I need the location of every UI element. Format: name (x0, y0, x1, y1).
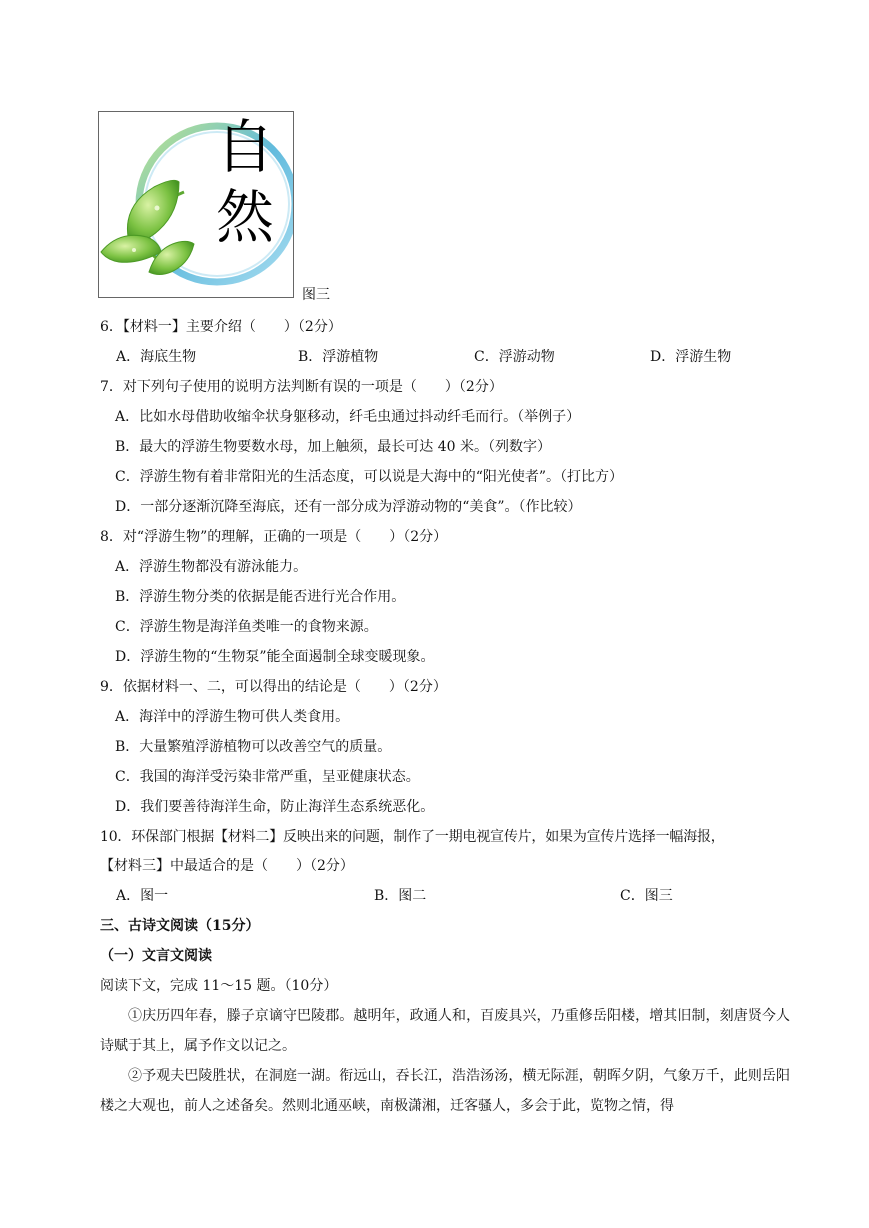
section3-instruction: 阅读下文，完成 11～15 题。（10分） (100, 978, 338, 994)
q8-option-a[interactable]: A．浮游生物都没有游泳能力。 (115, 559, 308, 575)
q8-option-b[interactable]: B．浮游生物分类的依据是能否进行光合作用。 (115, 589, 406, 605)
q6-option-a[interactable]: A．海底生物 (116, 349, 197, 365)
q6-stem: 6．【材料一】主要介绍（ ）（2分） (100, 319, 342, 335)
figure-caption: 图三 (302, 287, 330, 303)
q9-stem: 9．依据材料一、二，可以得出的结论是（ ）（2分） (100, 679, 447, 695)
q10-option-a[interactable]: A．图一 (116, 888, 169, 904)
q7-option-a[interactable]: A．比如水母借助收缩伞状身躯移动，纤毛虫通过抖动纤毛而行。（举例子） (115, 409, 581, 425)
section3-subtitle: （一）文言文阅读 (100, 948, 212, 964)
q8-option-d[interactable]: D．浮游生物的“生物泵”能全面遏制全球变暖现象。 (115, 649, 435, 665)
figure-char-ran: 然 (216, 183, 275, 251)
q7-option-c[interactable]: C．浮游生物有着非常阳光的生活态度，可以说是大海中的“阳光使者”。（打比方） (115, 469, 624, 485)
q6-option-c[interactable]: C．浮游动物 (474, 349, 555, 365)
figure-nature-image (98, 111, 294, 298)
q10-option-c[interactable]: C．图三 (620, 888, 673, 904)
q7-option-b[interactable]: B．最大的浮游生物要数水母，加上触须，最长可达 40 米。（列数字） (115, 439, 552, 455)
q9-option-c[interactable]: C．我国的海洋受污染非常严重，呈亚健康状态。 (115, 769, 420, 785)
q9-option-b[interactable]: B．大量繁殖浮游植物可以改善空气的质量。 (115, 739, 392, 755)
q8-stem: 8．对“浮游生物”的理解，正确的一项是（ ）（2分） (100, 529, 448, 545)
q8-option-c[interactable]: C．浮游生物是海洋鱼类唯一的食物来源。 (115, 619, 378, 635)
figure-char-zi: 自 (216, 113, 275, 181)
q10-stem-line1: 10．环保部门根据【材料二】反映出来的问题，制作了一期电视宣传片，如果为宣传片选择一幅海报， (100, 829, 725, 845)
q7-option-d[interactable]: D．一部分逐渐沉降至海底，还有一部分成为浮游动物的“美食”。（作比较） (115, 499, 582, 515)
passage-paragraph-2: ②予观夫巴陵胜状，在洞庭一湖。衔远山，吞长江，浩浩汤汤，横无际涯，朝晖夕阴，气象万千，此则岳阳楼之大观也，前人之述备矣。然则北通巫峡，南极潇湘，迁客骚人，多会于此，览物之情，得 (100, 1068, 790, 1114)
section3-title: 三、古诗文阅读（15分） (100, 918, 260, 934)
q9-option-d[interactable]: D．我们要善待海洋生命，防止海洋生态系统恶化。 (115, 799, 435, 815)
q10-stem-line2: 【材料三】中最适合的是（ ）（2分） (100, 858, 354, 874)
q6-option-d[interactable]: D．浮游生物 (650, 349, 732, 365)
q9-option-a[interactable]: A．海洋中的浮游生物可供人类食用。 (115, 709, 350, 725)
q10-option-b[interactable]: B．图二 (374, 888, 427, 904)
q7-stem: 7．对下列句子使用的说明方法判断有误的一项是（ ）（2分） (100, 379, 503, 395)
passage-paragraph-1: ①庆历四年春，滕子京谪守巴陵郡。越明年，政通人和，百废具兴，乃重修岳阳楼，增其旧制，刻唐贤今人诗赋于其上，属予作文以记之。 (100, 1008, 790, 1054)
q6-option-b[interactable]: B．浮游植物 (298, 349, 379, 365)
